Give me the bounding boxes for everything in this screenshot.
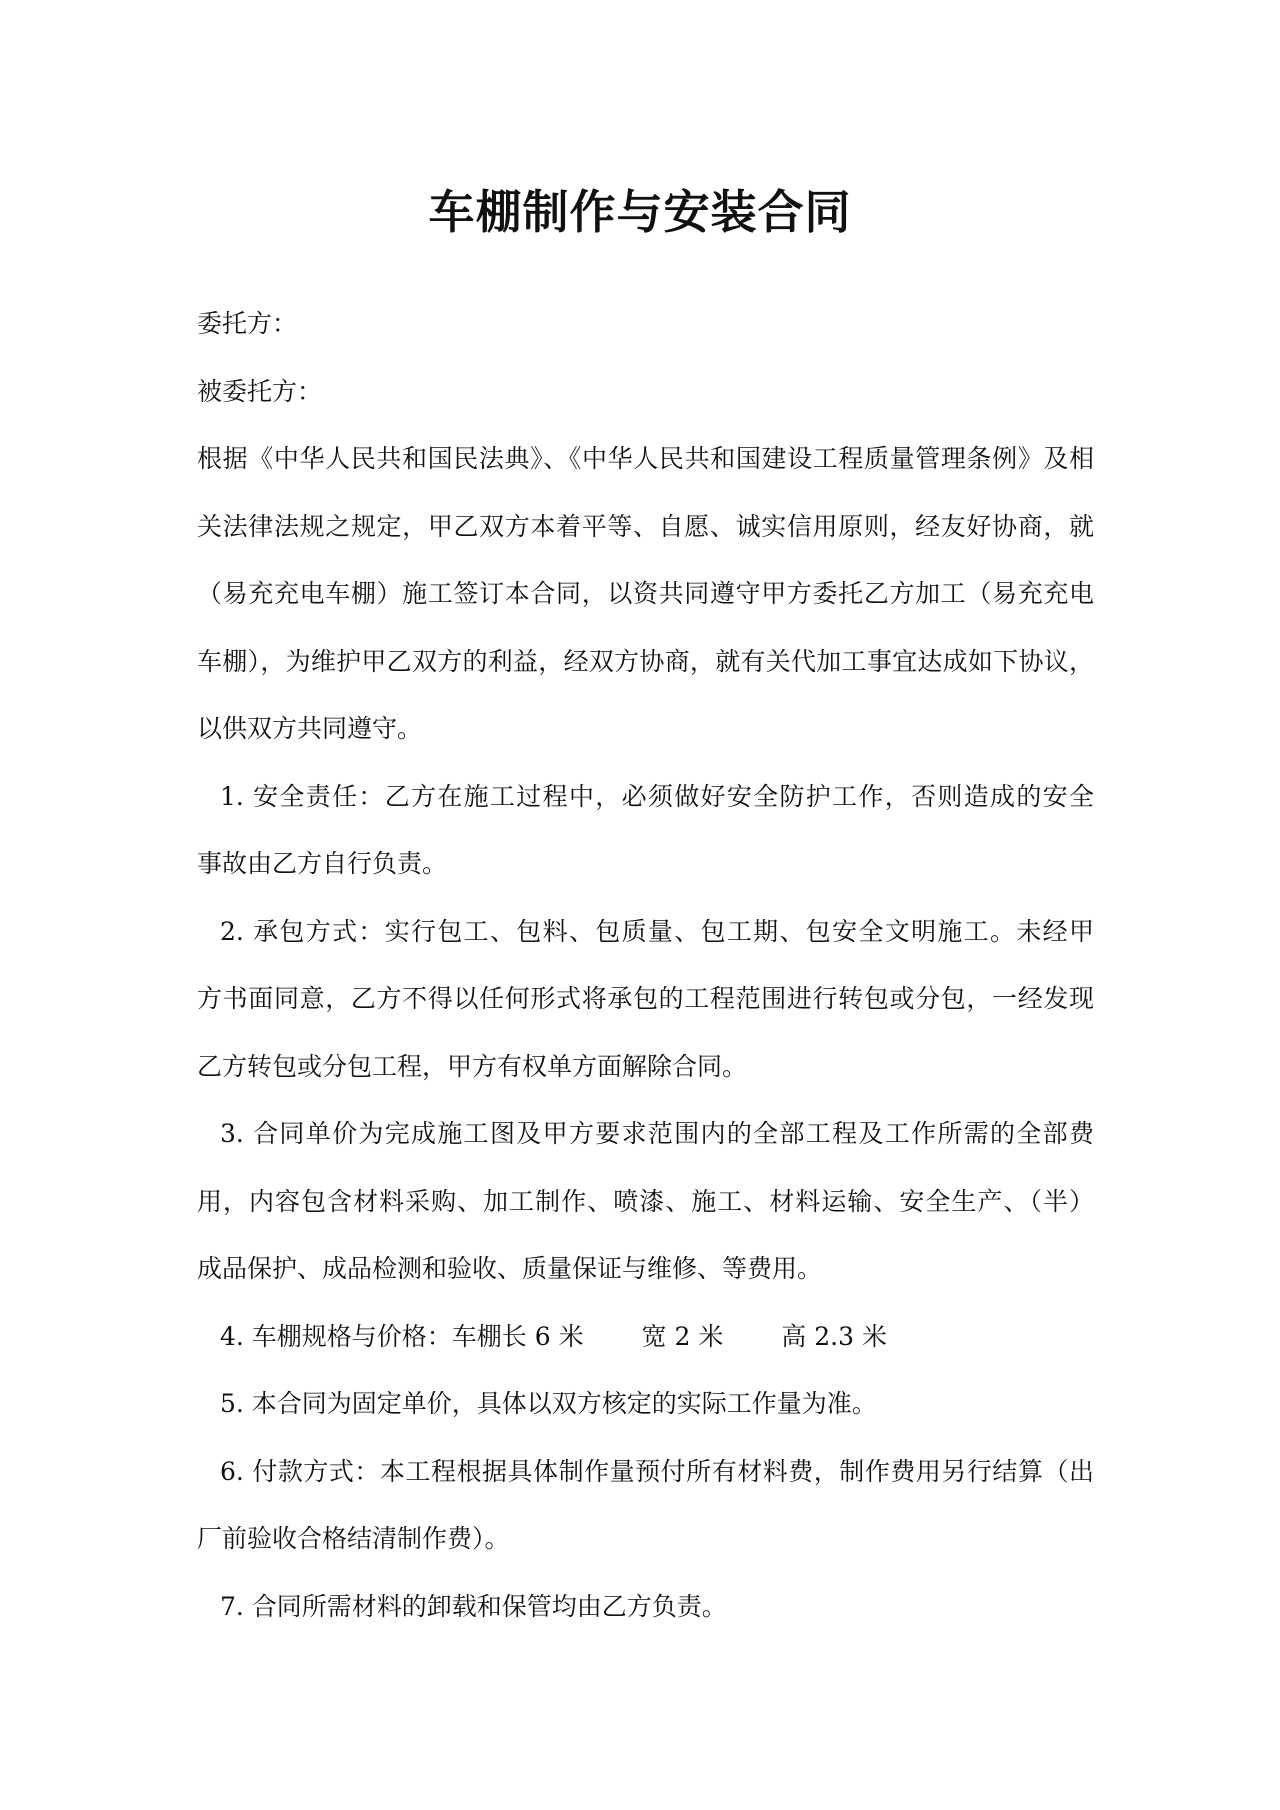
clause-6 — [197, 1438, 1094, 1573]
preamble-line: （易充充电车棚）施工签订本合同，以资共同遵守甲方委托乙方加工（易充充电 — [197, 579, 1094, 608]
clause-line: 7. 合同所需材料的卸载和保管均由乙方负责。 — [220, 1591, 727, 1621]
preamble — [197, 425, 1094, 763]
clause-line: 6. 付款方式：本工程根据具体制作量预付所有材料费，制作费用另行结算（出 — [220, 1456, 1094, 1486]
clause-line: 5. 本合同为固定单价，具体以双方核定的实际工作量为准。 — [220, 1389, 877, 1418]
clause-line: 乙方转包或分包工程，甲方有权单方面解除合同。 — [197, 1051, 748, 1081]
clause-7 — [197, 1573, 1094, 1641]
clause-3 — [197, 1100, 1094, 1303]
preamble-line: 车棚），为维护甲乙双方的利益，经双方协商，就有关代加工事宜达成如下协议， — [197, 646, 1094, 676]
clause-line: 厂前验收合格结清制作费）。 — [197, 1524, 510, 1553]
preamble-line: 关法律法规之规定，甲乙双方本着平等、自愿、诚实信用原则，经友好协商，就 — [197, 511, 1094, 541]
clause-5 — [197, 1370, 1094, 1438]
clause-line: 2. 承包方式：实行包工、包料、包质量、包工期、包安全文明施工。未经甲 — [220, 916, 1094, 946]
clause-line: 成品保护、成品检测和验收、质量保证与维修、等费用。 — [197, 1254, 823, 1283]
clause-line: 1. 安全责任：乙方在施工过程中，必须做好安全防护工作，否则造成的安全 — [220, 781, 1094, 811]
clause-line: 用，内容包含材料采购、加工制作、喷漆、施工、材料运输、安全生产、（半） — [197, 1186, 1094, 1216]
contract-body — [197, 290, 1094, 1640]
preamble-line: 根据《中华人民共和国民法典》、《中华人民共和国建设工程质量管理条例》及相 — [197, 444, 1094, 473]
clause-1 — [197, 763, 1094, 898]
contractor-label: 被委托方： — [197, 376, 323, 406]
document-title: 车棚制作与安装合同 — [428, 185, 852, 239]
client-label: 委托方： — [197, 309, 298, 338]
clause-4 — [197, 1303, 1094, 1371]
clause-line: 4. 车棚规格与价格：车棚长 6 米 宽 2 米 高 2.3 米 — [220, 1321, 887, 1351]
clause-line: 事故由乙方自行负责。 — [197, 849, 448, 878]
clause-line: 方书面同意，乙方不得以任何形式将承包的工程范围进行转包或分包，一经发现 — [197, 984, 1094, 1013]
preamble-line: 以供双方共同遵守。 — [197, 714, 423, 743]
clause-2 — [197, 898, 1094, 1101]
clause-line: 3. 合同单价为完成施工图及甲方要求范围内的全部工程及工作所需的全部费 — [220, 1119, 1094, 1148]
